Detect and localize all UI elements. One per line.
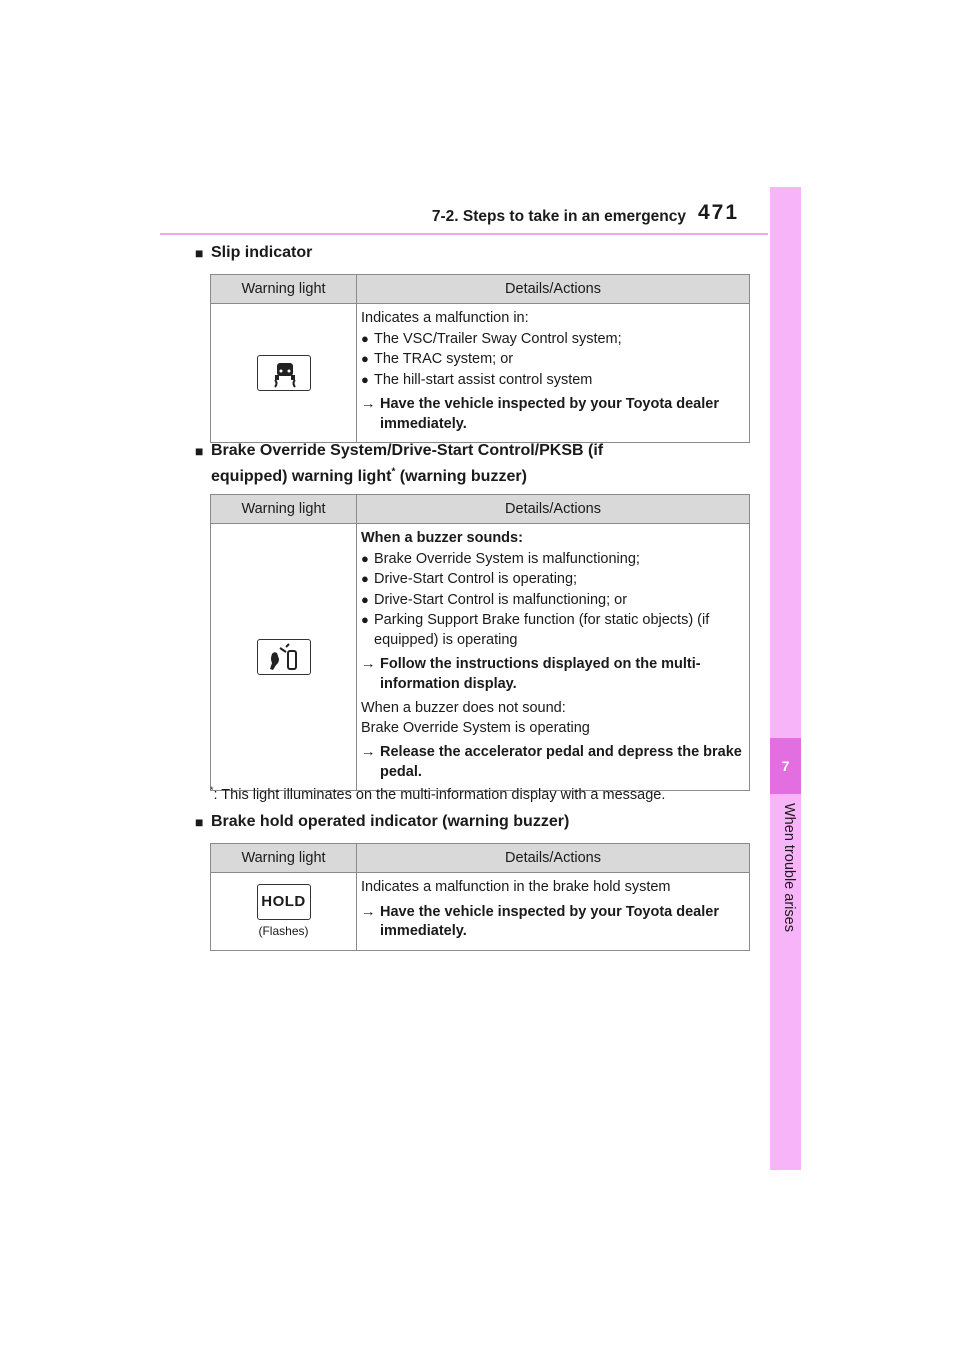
details-cell <box>357 873 750 951</box>
list-item: ● The hill-start assist control system <box>361 371 593 388</box>
action-instruction: → Have the vehicle inspected by your Toyota dealer immediately. <box>361 396 719 432</box>
column-header-details: Details/Actions <box>357 495 750 524</box>
table-row <box>211 873 750 951</box>
brake-override-table <box>210 494 750 791</box>
footnote-mark: * <box>210 785 214 795</box>
table-header-row <box>211 275 750 304</box>
arrow-icon: → <box>361 396 376 412</box>
header-divider <box>160 233 768 235</box>
heading-text: Brake hold operated indicator (warning buzzer) <box>211 813 570 830</box>
arrow-icon: → <box>361 903 376 920</box>
slip-indicator-table <box>210 274 750 443</box>
table-header-row <box>211 844 750 873</box>
column-header-warning-light: Warning light <box>211 495 357 524</box>
no-buzzer-text: Brake Override System is operating <box>361 719 590 736</box>
list-item: ● The VSC/Trailer Sway Control system; <box>361 330 622 347</box>
brake-override-warning-icon <box>257 639 311 675</box>
slip-indicator-heading <box>195 242 313 264</box>
brake-hold-icon: HOLD <box>257 884 311 920</box>
footnote-mark: * <box>391 466 396 478</box>
buzzer-sounds-label: When a buzzer sounds: <box>361 530 523 546</box>
table-row <box>211 304 750 443</box>
details-cell <box>357 524 750 791</box>
heading-text-line-1: Brake Override System/Drive-Start Control/PKSB (if <box>211 442 604 459</box>
page-number: 471 <box>698 201 740 224</box>
column-header-details: Details/Actions <box>357 275 750 304</box>
brake-hold-heading <box>195 811 570 833</box>
arrow-icon: → <box>361 656 376 672</box>
heading-text: Slip indicator <box>211 244 313 261</box>
brake-override-heading <box>195 440 604 488</box>
column-header-warning-light: Warning light <box>211 844 357 873</box>
warning-light-cell <box>211 873 357 951</box>
column-header-details: Details/Actions <box>357 844 750 873</box>
column-header-warning-light: Warning light <box>211 275 357 304</box>
bullet-icon: ● <box>361 612 369 627</box>
flashes-caption: (Flashes) <box>258 924 309 939</box>
heading-text-line-2: equipped) warning light* (warning buzzer) <box>211 466 527 485</box>
table-row <box>211 524 750 791</box>
warning-light-cell <box>211 304 357 443</box>
arrow-icon: → <box>361 744 376 760</box>
list-item: ● Drive-Start Control is operating; <box>361 571 578 587</box>
bullet-icon: ● <box>361 371 369 387</box>
details-cell <box>357 304 750 443</box>
footnote: *: This light illuminates on the multi-information display with a message. <box>210 785 666 803</box>
no-buzzer-label: When a buzzer does not sound: <box>361 700 566 716</box>
chapter-number-badge: 7 <box>770 738 801 794</box>
heading-square-icon: ■ <box>195 443 204 459</box>
detail-intro: Indicates a malfunction in the brake hold system <box>361 879 671 895</box>
list-item: ● Brake Override System is malfunctioning; <box>361 550 640 567</box>
bullet-icon: ● <box>361 571 369 586</box>
bullet-icon: ● <box>361 351 369 366</box>
list-item: ● Drive-Start Control is malfunctioning; or <box>361 591 628 608</box>
brake-hold-table <box>210 843 750 951</box>
table-header-row <box>211 495 750 524</box>
list-item: ● The TRAC system; or <box>361 351 514 367</box>
bullet-icon: ● <box>361 591 369 607</box>
action-instruction: → Release the accelerator pedal and depress the brake pedal. <box>361 744 742 780</box>
chapter-side-tab <box>770 187 801 1170</box>
section-title: 7-2. Steps to take in an emergency <box>431 208 686 225</box>
chapter-title: When trouble arises <box>781 803 797 932</box>
slip-indicator-icon <box>257 355 311 391</box>
bullet-icon: ● <box>361 550 369 566</box>
heading-square-icon: ■ <box>195 245 204 261</box>
action-instruction: → Have the vehicle inspected by your Toyota dealer immediately. <box>361 903 719 939</box>
bullet-icon: ● <box>361 330 369 346</box>
warning-light-cell <box>211 524 357 791</box>
action-instruction: → Follow the instructions displayed on the multi-information display. <box>361 656 701 692</box>
detail-intro: Indicates a malfunction in: <box>361 310 529 326</box>
list-item: ● Parking Support Brake function (for static objects) (if equipped) is operating <box>361 612 710 648</box>
heading-square-icon: ■ <box>195 814 204 830</box>
